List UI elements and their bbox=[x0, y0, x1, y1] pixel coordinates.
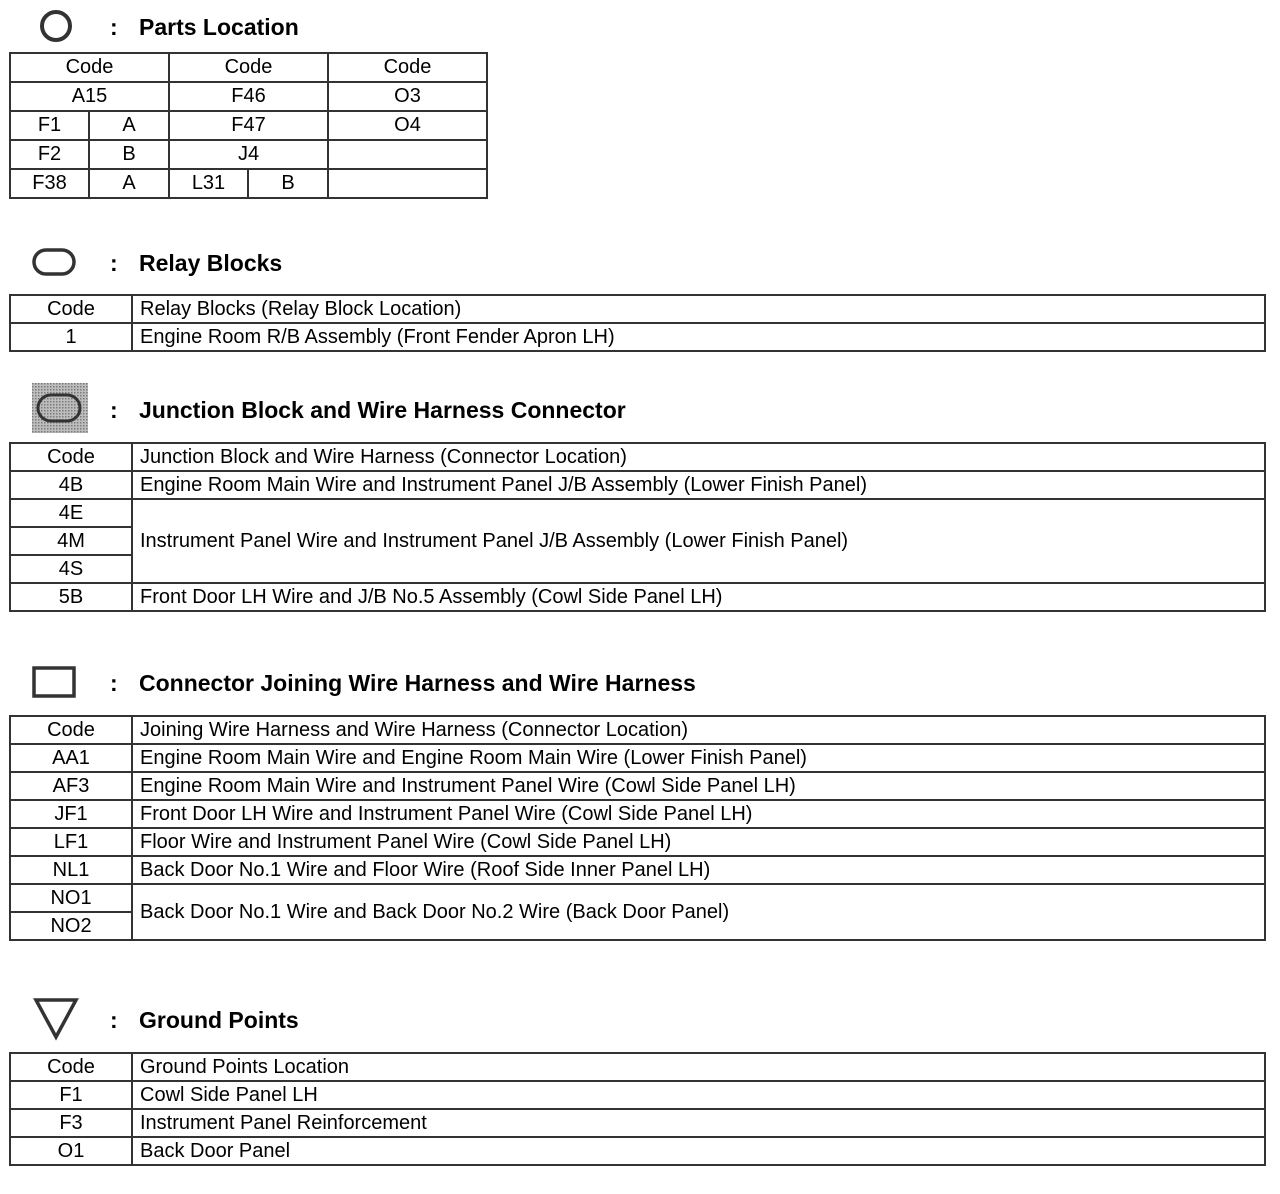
table-row bbox=[10, 800, 1265, 828]
location-cell: Back Door Panel bbox=[132, 1137, 1265, 1165]
ground-points-colon: : bbox=[110, 1007, 118, 1033]
code-cell: F1 bbox=[10, 111, 89, 140]
ground-points-header bbox=[0, 999, 1280, 1039]
location-cell: Floor Wire and Instrument Panel Wire (Cowl Side Panel LH) bbox=[132, 828, 1265, 856]
code-cell: F2 bbox=[10, 140, 89, 169]
code-cell: LF1 bbox=[10, 828, 132, 856]
code-cell: F38 bbox=[10, 169, 89, 198]
code-cell: F46 bbox=[169, 82, 328, 111]
code-cell: A15 bbox=[10, 82, 169, 111]
table-row bbox=[10, 828, 1265, 856]
joining-connector-colon: : bbox=[110, 670, 118, 696]
location-cell: Instrument Panel Wire and Instrument Panel J/B Assembly (Lower Finish Panel) bbox=[132, 499, 1265, 583]
joining-connector-table bbox=[9, 715, 1266, 941]
variant-cell: A bbox=[89, 111, 169, 140]
location-cell: Front Door LH Wire and Instrument Panel Wire (Cowl Side Panel LH) bbox=[132, 800, 1265, 828]
code-cell: NO1 bbox=[10, 884, 132, 912]
code-cell: 4S bbox=[10, 555, 132, 583]
relay-blocks-table bbox=[9, 294, 1266, 352]
header-cell: Code bbox=[10, 295, 132, 323]
code-cell: 4E bbox=[10, 499, 132, 527]
code-cell: J4 bbox=[169, 140, 328, 169]
header-cell: Junction Block and Wire Harness (Connector Location) bbox=[132, 443, 1265, 471]
variant-cell: B bbox=[89, 140, 169, 169]
relay-blocks-header bbox=[0, 242, 1280, 282]
triangle-icon bbox=[33, 997, 79, 1041]
table-row bbox=[10, 82, 487, 111]
location-cell: Engine Room R/B Assembly (Front Fender Apron LH) bbox=[132, 323, 1265, 351]
joining-connector-header bbox=[0, 662, 1280, 702]
table-row bbox=[10, 583, 1265, 611]
code-cell: 4M bbox=[10, 527, 132, 555]
junction-block-header bbox=[0, 389, 1280, 429]
table-row bbox=[10, 295, 1265, 323]
table-row bbox=[10, 1109, 1265, 1137]
relay-blocks-colon: : bbox=[110, 250, 118, 276]
table-row bbox=[10, 499, 1265, 527]
code-cell: JF1 bbox=[10, 800, 132, 828]
code-cell: O4 bbox=[328, 111, 487, 140]
junction-block-table bbox=[9, 442, 1266, 612]
parts-location-table bbox=[9, 52, 488, 199]
rectangle-icon bbox=[32, 666, 76, 698]
code-cell: AF3 bbox=[10, 772, 132, 800]
code-cell: L31 bbox=[169, 169, 248, 198]
header-cell: Code bbox=[10, 1053, 132, 1081]
table-row bbox=[10, 1053, 1265, 1081]
junction-block-title: Junction Block and Wire Harness Connector bbox=[139, 397, 626, 423]
header-cell: Code bbox=[10, 716, 132, 744]
variant-cell: B bbox=[248, 169, 328, 198]
junction-block-colon: : bbox=[110, 397, 118, 423]
location-cell: Front Door LH Wire and J/B No.5 Assembly (Cowl Side Panel LH) bbox=[132, 583, 1265, 611]
circle-icon bbox=[38, 8, 74, 44]
parts-location-title: Parts Location bbox=[139, 14, 299, 40]
code-cell: O3 bbox=[328, 82, 487, 111]
code-cell: F3 bbox=[10, 1109, 132, 1137]
header-cell: Relay Blocks (Relay Block Location) bbox=[132, 295, 1265, 323]
table-row bbox=[10, 111, 487, 140]
code-cell: O1 bbox=[10, 1137, 132, 1165]
header-cell: Ground Points Location bbox=[132, 1053, 1265, 1081]
header-cell: Code bbox=[328, 53, 487, 82]
table-row bbox=[10, 884, 1265, 912]
table-row bbox=[10, 772, 1265, 800]
code-cell: 1 bbox=[10, 323, 132, 351]
table-row bbox=[10, 1137, 1265, 1165]
code-cell: 4B bbox=[10, 471, 132, 499]
rounded-rectangle-icon bbox=[32, 248, 76, 276]
table-row bbox=[10, 53, 487, 82]
parts-location-header bbox=[0, 6, 1280, 46]
code-cell: F47 bbox=[169, 111, 328, 140]
table-row bbox=[10, 716, 1265, 744]
table-row bbox=[10, 140, 487, 169]
location-cell: Cowl Side Panel LH bbox=[132, 1081, 1265, 1109]
table-row bbox=[10, 1081, 1265, 1109]
shaded-rounded-rectangle-icon bbox=[32, 383, 88, 433]
code-cell bbox=[328, 169, 487, 198]
ground-points-title: Ground Points bbox=[139, 1007, 299, 1033]
code-cell bbox=[328, 140, 487, 169]
table-row bbox=[10, 744, 1265, 772]
location-cell: Back Door No.1 Wire and Back Door No.2 Wire (Back Door Panel) bbox=[132, 884, 1265, 940]
header-cell: Joining Wire Harness and Wire Harness (Connector Location) bbox=[132, 716, 1265, 744]
location-cell: Back Door No.1 Wire and Floor Wire (Roof Side Inner Panel LH) bbox=[132, 856, 1265, 884]
header-cell: Code bbox=[169, 53, 328, 82]
code-cell: F1 bbox=[10, 1081, 132, 1109]
table-row bbox=[10, 443, 1265, 471]
location-cell: Instrument Panel Reinforcement bbox=[132, 1109, 1265, 1137]
code-cell: NL1 bbox=[10, 856, 132, 884]
code-cell: AA1 bbox=[10, 744, 132, 772]
table-row bbox=[10, 471, 1265, 499]
location-cell: Engine Room Main Wire and Engine Room Main Wire (Lower Finish Panel) bbox=[132, 744, 1265, 772]
location-cell: Engine Room Main Wire and Instrument Panel Wire (Cowl Side Panel LH) bbox=[132, 772, 1265, 800]
variant-cell: A bbox=[89, 169, 169, 198]
header-cell: Code bbox=[10, 443, 132, 471]
table-row bbox=[10, 169, 487, 198]
location-cell: Engine Room Main Wire and Instrument Panel J/B Assembly (Lower Finish Panel) bbox=[132, 471, 1265, 499]
joining-connector-title: Connector Joining Wire Harness and Wire Harness bbox=[139, 670, 696, 696]
relay-blocks-title: Relay Blocks bbox=[139, 250, 283, 276]
table-row bbox=[10, 856, 1265, 884]
parts-location-colon: : bbox=[110, 14, 118, 40]
ground-points-table bbox=[9, 1052, 1266, 1166]
header-cell: Code bbox=[10, 53, 169, 82]
table-row bbox=[10, 323, 1265, 351]
code-cell: NO2 bbox=[10, 912, 132, 940]
code-cell: 5B bbox=[10, 583, 132, 611]
